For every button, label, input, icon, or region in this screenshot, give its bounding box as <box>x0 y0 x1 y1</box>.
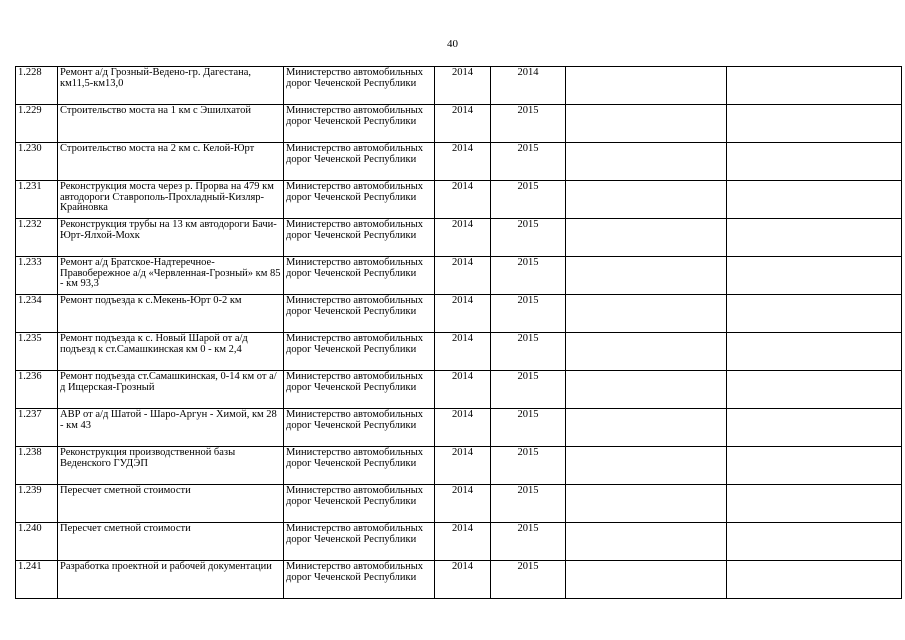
row-number: 1.239 <box>16 485 58 523</box>
row-number: 1.230 <box>16 143 58 181</box>
measure-name: Пересчет сметной стоимости <box>58 523 284 561</box>
table-row <box>16 219 902 257</box>
empty-cell <box>566 409 727 447</box>
row-number: 1.237 <box>16 409 58 447</box>
empty-cell <box>727 447 902 485</box>
responsible-org: Министерство автомобильных дорог Чеченской Республики <box>284 523 435 561</box>
measure-name: Реконструкция моста через р. Прорва на 479 км автодороги Ставрополь-Прохладный-Кизляр-Крайновка <box>58 181 284 219</box>
end-year: 2015 <box>491 333 566 371</box>
measure-name: Ремонт а/д Братское-Надтеречное-Правобережное а/д «Червленная-Грозный» км 85 - км 93,3 <box>58 257 284 295</box>
responsible-org: Министерство автомобильных дорог Чеченской Республики <box>284 371 435 409</box>
measure-name: Пересчет сметной стоимости <box>58 485 284 523</box>
row-number: 1.229 <box>16 105 58 143</box>
empty-cell <box>727 409 902 447</box>
table-row <box>16 67 902 105</box>
measure-name: Строительство моста на 1 км с Эшилхатой <box>58 105 284 143</box>
empty-cell <box>727 257 902 295</box>
table-body <box>16 67 902 599</box>
empty-cell <box>727 561 902 599</box>
empty-cell <box>727 219 902 257</box>
responsible-org: Министерство автомобильных дорог Чеченской Республики <box>284 333 435 371</box>
responsible-org: Министерство автомобильных дорог Чеченской Республики <box>284 561 435 599</box>
start-year: 2014 <box>435 143 491 181</box>
row-number: 1.232 <box>16 219 58 257</box>
responsible-org: Министерство автомобильных дорог Чеченской Республики <box>284 485 435 523</box>
start-year: 2014 <box>435 67 491 105</box>
table-row <box>16 485 902 523</box>
empty-cell <box>727 181 902 219</box>
end-year: 2015 <box>491 561 566 599</box>
table-row <box>16 181 902 219</box>
start-year: 2014 <box>435 485 491 523</box>
measure-name: АВР от а/д Шатой - Шаро-Аргун - Химой, км 28 - км 43 <box>58 409 284 447</box>
start-year: 2014 <box>435 257 491 295</box>
table-row <box>16 143 902 181</box>
end-year: 2015 <box>491 523 566 561</box>
end-year: 2015 <box>491 219 566 257</box>
empty-cell <box>566 561 727 599</box>
end-year: 2014 <box>491 67 566 105</box>
responsible-org: Министерство автомобильных дорог Чеченской Республики <box>284 105 435 143</box>
end-year: 2015 <box>491 143 566 181</box>
empty-cell <box>566 257 727 295</box>
empty-cell <box>727 371 902 409</box>
row-number: 1.241 <box>16 561 58 599</box>
responsible-org: Министерство автомобильных дорог Чеченской Республики <box>284 257 435 295</box>
empty-cell <box>566 143 727 181</box>
table-row <box>16 371 902 409</box>
table-row <box>16 105 902 143</box>
measure-name: Реконструкция производственной базы Веденского ГУДЭП <box>58 447 284 485</box>
table-row <box>16 561 902 599</box>
empty-cell <box>566 523 727 561</box>
measure-name: Ремонт а/д Грозный-Ведено-гр. Дагестана, км11,5-км13,0 <box>58 67 284 105</box>
empty-cell <box>727 523 902 561</box>
table-row <box>16 523 902 561</box>
start-year: 2014 <box>435 333 491 371</box>
end-year: 2015 <box>491 447 566 485</box>
empty-cell <box>727 105 902 143</box>
table-row <box>16 257 902 295</box>
end-year: 2015 <box>491 371 566 409</box>
empty-cell <box>727 67 902 105</box>
end-year: 2015 <box>491 295 566 333</box>
empty-cell <box>566 181 727 219</box>
table-row <box>16 333 902 371</box>
empty-cell <box>727 295 902 333</box>
start-year: 2014 <box>435 295 491 333</box>
empty-cell <box>566 105 727 143</box>
start-year: 2014 <box>435 219 491 257</box>
empty-cell <box>566 371 727 409</box>
row-number: 1.235 <box>16 333 58 371</box>
empty-cell <box>566 219 727 257</box>
start-year: 2014 <box>435 523 491 561</box>
measure-name: Ремонт подъезда к с. Новый Шарой от а/д подъезд к ст.Самашкинская км 0 - км 2,4 <box>58 333 284 371</box>
start-year: 2014 <box>435 561 491 599</box>
empty-cell <box>566 333 727 371</box>
end-year: 2015 <box>491 105 566 143</box>
responsible-org: Министерство автомобильных дорог Чеченской Республики <box>284 409 435 447</box>
empty-cell <box>566 485 727 523</box>
measure-name: Строительство моста на 2 км с. Келой-Юрт <box>58 143 284 181</box>
table-row <box>16 447 902 485</box>
responsible-org: Министерство автомобильных дорог Чеченской Республики <box>284 219 435 257</box>
measure-name: Реконструкция трубы на 13 км автодороги Бачи-Юрт-Ялхой-Мохк <box>58 219 284 257</box>
empty-cell <box>566 447 727 485</box>
responsible-org: Министерство автомобильных дорог Чеченской Республики <box>284 67 435 105</box>
row-number: 1.234 <box>16 295 58 333</box>
start-year: 2014 <box>435 371 491 409</box>
row-number: 1.228 <box>16 67 58 105</box>
empty-cell <box>727 143 902 181</box>
row-number: 1.233 <box>16 257 58 295</box>
start-year: 2014 <box>435 409 491 447</box>
responsible-org: Министерство автомобильных дорог Чеченской Республики <box>284 181 435 219</box>
page-number: 40 <box>447 38 458 50</box>
end-year: 2015 <box>491 257 566 295</box>
start-year: 2014 <box>435 105 491 143</box>
row-number: 1.238 <box>16 447 58 485</box>
measure-name: Ремонт подъезда к с.Мекень-Юрт 0-2 км <box>58 295 284 333</box>
empty-cell <box>727 485 902 523</box>
empty-cell <box>566 295 727 333</box>
end-year: 2015 <box>491 181 566 219</box>
table-row <box>16 295 902 333</box>
table-row <box>16 409 902 447</box>
responsible-org: Министерство автомобильных дорог Чеченской Республики <box>284 447 435 485</box>
row-number: 1.236 <box>16 371 58 409</box>
empty-cell <box>566 67 727 105</box>
measure-name: Разработка проектной и рабочей документации <box>58 561 284 599</box>
empty-cell <box>727 333 902 371</box>
row-number: 1.231 <box>16 181 58 219</box>
measure-name: Ремонт подъезда ст.Самашкинская, 0-14 км от а/д Ищерская-Грозный <box>58 371 284 409</box>
responsible-org: Министерство автомобильных дорог Чеченской Республики <box>284 143 435 181</box>
end-year: 2015 <box>491 409 566 447</box>
measures-table <box>15 66 902 599</box>
start-year: 2014 <box>435 447 491 485</box>
row-number: 1.240 <box>16 523 58 561</box>
responsible-org: Министерство автомобильных дорог Чеченской Республики <box>284 295 435 333</box>
start-year: 2014 <box>435 181 491 219</box>
end-year: 2015 <box>491 485 566 523</box>
